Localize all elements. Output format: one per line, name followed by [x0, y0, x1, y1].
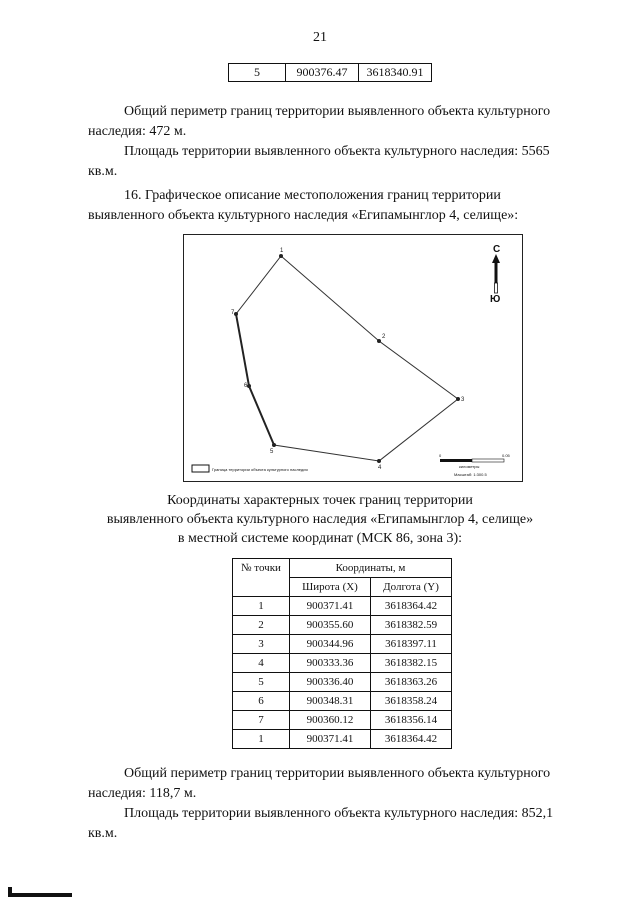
longitude-cell: 3618382.15	[371, 654, 452, 673]
vertex-3	[456, 397, 460, 401]
previous-area-text: Площадь территории выявленного объекта культурного наследия: 5565 кв.м.	[88, 144, 550, 179]
vertex-4	[377, 459, 381, 463]
table-row	[233, 635, 452, 654]
point-number-cell: 2	[233, 616, 290, 635]
south-label: Ю	[490, 294, 501, 305]
vertex-6	[247, 384, 251, 388]
latitude-cell: 900360.12	[290, 711, 371, 730]
page-number: 21	[313, 30, 327, 45]
vertex-2	[377, 339, 381, 343]
point-number-cell: 6	[233, 692, 290, 711]
table-caption-line-3: в местной системе координат (МСК 86, зона 3):	[177, 531, 463, 546]
table-row	[233, 711, 452, 730]
continued-coordinates-table	[228, 63, 432, 82]
header-point-number: № точки	[233, 559, 290, 597]
point-number-cell: 1	[233, 730, 290, 749]
legend-box	[192, 465, 209, 472]
vertex-label-3: 3	[461, 397, 465, 403]
longitude-cell: 3618340.91	[359, 64, 432, 82]
vertex-1	[279, 254, 283, 258]
vertex-5	[272, 443, 276, 447]
previous-perimeter-text: Общий периметр границ территории выявленного объекта культурного наследия: 472 м.	[88, 104, 551, 139]
latitude-cell: 900355.60	[290, 616, 371, 635]
point-number-cell: 3	[233, 635, 290, 654]
area-text: Площадь территории выявленного объекта культурного наследия: 852,1 кв.м.	[88, 806, 554, 841]
latitude-cell: 900376.47	[286, 64, 359, 82]
latitude-cell: 900371.41	[290, 597, 371, 616]
header-latitude: Широта (X)	[290, 578, 371, 597]
north-arrow-icon	[490, 244, 500, 305]
latitude-cell: 900344.96	[290, 635, 371, 654]
table-row	[233, 597, 452, 616]
section-heading: 16. Графическое описание местоположения границ территории выявленного объекта культурного наследия «Египамынглор 4, селище»:	[88, 188, 519, 223]
scale-units: километры	[459, 464, 480, 469]
longitude-cell: 3618363.26	[371, 673, 452, 692]
longitude-cell: 3618364.42	[371, 730, 452, 749]
vertex-7	[234, 312, 238, 316]
table-row	[233, 654, 452, 673]
table-header-row	[233, 559, 452, 578]
header-longitude: Долгота (Y)	[371, 578, 452, 597]
latitude-cell: 900348.31	[290, 692, 371, 711]
corner-mark	[8, 887, 72, 897]
boundary-map	[183, 234, 523, 482]
scale-bar	[439, 453, 511, 477]
point-number-cell: 1	[233, 597, 290, 616]
table-caption-line-2: выявленного объекта культурного наследия «Египамынглор 4, селище»	[106, 512, 534, 527]
table-row	[233, 692, 452, 711]
vertex-label-7: 7	[231, 310, 235, 316]
vertex-label-1: 1	[280, 248, 284, 254]
scale-ratio: Масштаб: 1:300.5	[454, 472, 487, 477]
latitude-cell: 900371.41	[290, 730, 371, 749]
boundary-polygon	[236, 256, 458, 461]
latitude-cell: 900336.40	[290, 673, 371, 692]
longitude-cell: 3618364.42	[371, 597, 452, 616]
table-row	[233, 730, 452, 749]
longitude-cell: 3618397.11	[371, 635, 452, 654]
vertex-label-6: 6	[244, 383, 248, 389]
scale-zero: 0	[439, 453, 442, 458]
vertex-label-5: 5	[270, 449, 274, 455]
point-number-cell: 5	[233, 673, 290, 692]
scale-end: 0.05	[502, 453, 510, 458]
coordinates-table	[232, 558, 452, 749]
boundary-west-edge	[236, 314, 274, 445]
table-row	[233, 673, 452, 692]
point-number-cell: 7	[233, 711, 290, 730]
vertex-label-2: 2	[382, 334, 386, 340]
longitude-cell: 3618356.14	[371, 711, 452, 730]
boundary-map-drawing	[184, 235, 522, 481]
vertex-label-4: 4	[378, 465, 382, 471]
table-caption-line-1: Координаты характерных точек границ территории	[167, 493, 473, 508]
table-row	[229, 64, 432, 82]
longitude-cell: 3618358.24	[371, 692, 452, 711]
header-coordinates: Координаты, м	[290, 559, 452, 578]
legend-label: Граница территории объекта культурного наследия	[212, 467, 308, 472]
point-number-cell: 4	[233, 654, 290, 673]
perimeter-text: Общий периметр границ территории выявленного объекта культурного наследия: 118,7 м.	[88, 766, 551, 801]
latitude-cell: 900333.36	[290, 654, 371, 673]
point-number-cell: 5	[229, 64, 286, 82]
longitude-cell: 3618382.59	[371, 616, 452, 635]
table-row	[233, 616, 452, 635]
map-legend	[192, 465, 308, 472]
north-label: С	[493, 244, 501, 255]
